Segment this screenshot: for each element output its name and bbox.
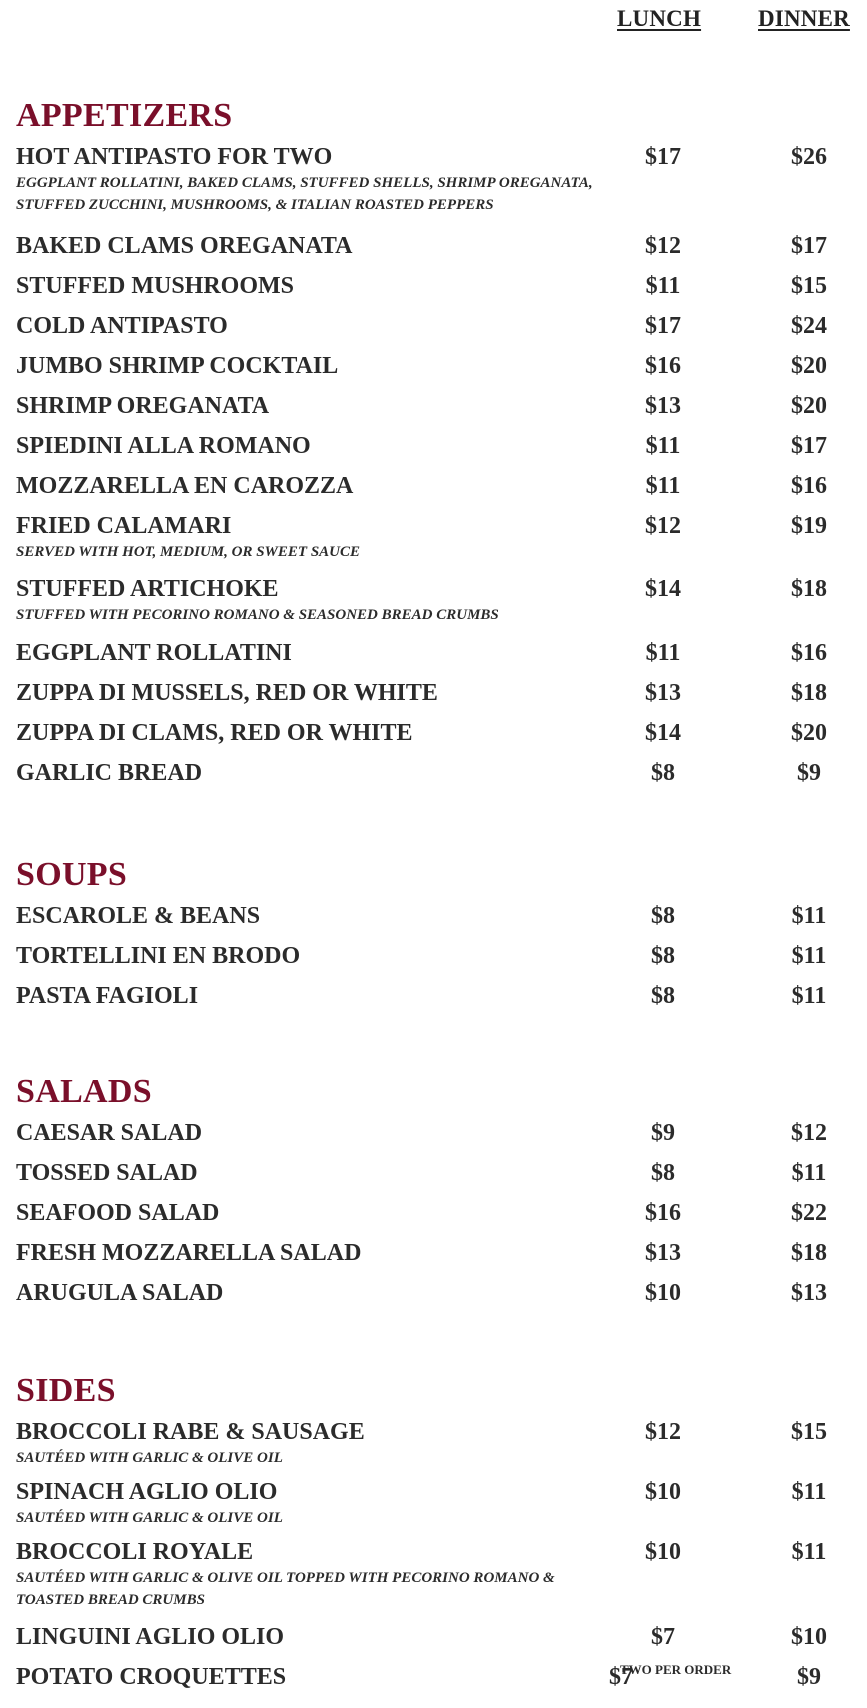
dinner-price: $9 [797, 1664, 821, 1690]
item-name: BAKED CLAMS OREGANATA [16, 233, 353, 259]
item-description: SAUTÉED WITH GARLIC & OLIVE OIL TOPPED WITH PECORINO ROMANO & TOASTED BREAD CRUMBS [16, 1570, 555, 1608]
menu-item [16, 1537, 856, 1611]
section-title-sides: SIDES [16, 1372, 116, 1409]
lunch-price: $14 [645, 576, 681, 602]
lunch-price: $8 [651, 760, 675, 786]
section-title-appetizers: APPETIZERS [16, 97, 233, 134]
menu-item [16, 431, 856, 461]
menu-item [16, 1477, 856, 1529]
item-name: SPINACH AGLIO OLIO [16, 1479, 278, 1505]
dinner-price: $19 [791, 513, 827, 539]
lunch-price: $9 [651, 1120, 675, 1146]
item-name: GARLIC BREAD [16, 760, 203, 786]
menu-item [16, 511, 856, 563]
menu-item [16, 231, 856, 261]
menu-item [16, 1118, 856, 1148]
dinner-price: $20 [791, 393, 827, 419]
dinner-price: $22 [791, 1200, 827, 1226]
dinner-price: $20 [791, 353, 827, 379]
item-name: TORTELLINI EN BRODO [16, 943, 301, 969]
menu-item [16, 1158, 856, 1188]
lunch-price: $10 [645, 1280, 681, 1306]
dinner-price: $16 [791, 640, 827, 666]
menu-item [16, 981, 856, 1011]
item-name: ARUGULA SALAD [16, 1280, 224, 1306]
lunch-price: $13 [645, 680, 681, 706]
lunch-price: $8 [651, 903, 675, 929]
dinner-price: $13 [791, 1280, 827, 1306]
item-description: EGGPLANT ROLLATINI, BAKED CLAMS, STUFFED SHELLS, SHRIMP OREGANATA, STUFFED ZUCCHINI, MUSHROOMS, & ITALIAN ROASTED PEPPERS [16, 175, 593, 213]
dinner-price: $10 [791, 1624, 827, 1650]
menu-item [16, 1622, 856, 1652]
dinner-price: $20 [791, 720, 827, 746]
menu-item [16, 311, 856, 341]
menu-item [16, 142, 856, 216]
menu-item [16, 1238, 856, 1268]
dinner-price: $26 [791, 144, 827, 170]
menu-item [16, 638, 856, 668]
item-name: CAESAR SALAD [16, 1120, 203, 1146]
lunch-price: $12 [645, 1419, 681, 1445]
item-description: SAUTÉED WITH GARLIC & OLIVE OIL [16, 1510, 283, 1526]
lunch-price-note: TWO PER ORDER [620, 1662, 732, 1677]
dinner-price: $11 [791, 943, 827, 969]
menu-item [16, 941, 856, 971]
lunch-price: $8 [651, 943, 675, 969]
item-name: EGGPLANT ROLLATINI [16, 640, 292, 666]
menu-item [16, 901, 856, 931]
menu-item [16, 391, 856, 421]
lunch-price: $10 [645, 1479, 681, 1505]
lunch-price: $7 [651, 1624, 675, 1650]
item-name: BROCCOLI ROYALE [16, 1539, 254, 1565]
item-name: COLD ANTIPASTO [16, 313, 228, 339]
lunch-price: $11 [645, 273, 681, 299]
item-description: SAUTÉED WITH GARLIC & OLIVE OIL [16, 1450, 283, 1466]
dinner-price: $11 [791, 1539, 827, 1565]
dinner-price: $11 [791, 983, 827, 1009]
lunch-price: $13 [645, 1240, 681, 1266]
item-name: TOSSED SALAD [16, 1160, 198, 1186]
lunch-price: $16 [645, 353, 681, 379]
item-description: STUFFED WITH PECORINO ROMANO & SEASONED BREAD CRUMBS [16, 607, 499, 623]
lunch-price: $11 [645, 473, 681, 499]
dinner-price: $18 [791, 576, 827, 602]
dinner-column-header: DINNER [758, 6, 850, 31]
lunch-price: $17 [645, 144, 681, 170]
item-name: ESCAROLE & BEANS [16, 903, 261, 929]
dinner-price: $18 [791, 680, 827, 706]
dinner-price: $16 [791, 473, 827, 499]
dinner-price: $17 [791, 233, 827, 259]
lunch-price: $8 [651, 1160, 675, 1186]
lunch-price: $11 [645, 640, 681, 666]
item-name: SEAFOOD SALAD [16, 1200, 220, 1226]
menu-item [16, 758, 856, 788]
dinner-price: $11 [791, 1479, 827, 1505]
lunch-price: $8 [651, 983, 675, 1009]
menu-item [16, 718, 856, 748]
item-name: PASTA FAGIOLI [16, 983, 199, 1009]
lunch-price: $16 [645, 1200, 681, 1226]
lunch-price: $10 [645, 1539, 681, 1565]
menu-item [16, 574, 856, 626]
item-name: ZUPPA DI MUSSELS, RED OR WHITE [16, 680, 438, 706]
item-name: FRIED CALAMARI [16, 513, 232, 539]
section-title-salads: SALADS [16, 1073, 152, 1110]
item-name: SHRIMP OREGANATA [16, 393, 270, 419]
lunch-column-header: LUNCH [617, 6, 702, 31]
dinner-price: $18 [791, 1240, 827, 1266]
item-name: ZUPPA DI CLAMS, RED OR WHITE [16, 720, 413, 746]
section-title-soups: SOUPS [16, 856, 128, 893]
lunch-price: $17 [645, 313, 681, 339]
menu-item [16, 1662, 856, 1692]
dinner-price: $24 [791, 313, 827, 339]
dinner-price: $15 [791, 273, 827, 299]
item-name: BROCCOLI RABE & SAUSAGE [16, 1419, 365, 1445]
item-description: SERVED WITH HOT, MEDIUM, OR SWEET SAUCE [16, 544, 361, 560]
menu-item [16, 1198, 856, 1228]
dinner-price: $11 [791, 1160, 827, 1186]
menu-item [16, 678, 856, 708]
lunch-price: $7 [609, 1664, 633, 1690]
lunch-price: $12 [645, 233, 681, 259]
dinner-price: $11 [791, 903, 827, 929]
menu-item [16, 1417, 856, 1469]
lunch-price: $14 [645, 720, 681, 746]
item-name: HOT ANTIPASTO FOR TWO [16, 144, 333, 170]
dinner-price: $15 [791, 1419, 827, 1445]
menu-item [16, 271, 856, 301]
menu-item [16, 351, 856, 381]
item-name: FRESH MOZZARELLA SALAD [16, 1240, 362, 1266]
item-name: JUMBO SHRIMP COCKTAIL [16, 353, 339, 379]
menu-item [16, 471, 856, 501]
lunch-price: $13 [645, 393, 681, 419]
item-name: LINGUINI AGLIO OLIO [16, 1624, 285, 1650]
dinner-price: $12 [791, 1120, 827, 1146]
dinner-price: $9 [797, 760, 821, 786]
item-name: MOZZARELLA EN CAROZZA [16, 473, 354, 499]
item-name: STUFFED MUSHROOMS [16, 273, 295, 299]
item-name: SPIEDINI ALLA ROMANO [16, 433, 311, 459]
dinner-price: $17 [791, 433, 827, 459]
lunch-price: $11 [645, 433, 681, 459]
item-name: POTATO CROQUETTES [16, 1664, 287, 1690]
lunch-price: $12 [645, 513, 681, 539]
item-name: STUFFED ARTICHOKE [16, 576, 279, 602]
menu-item [16, 1278, 856, 1308]
